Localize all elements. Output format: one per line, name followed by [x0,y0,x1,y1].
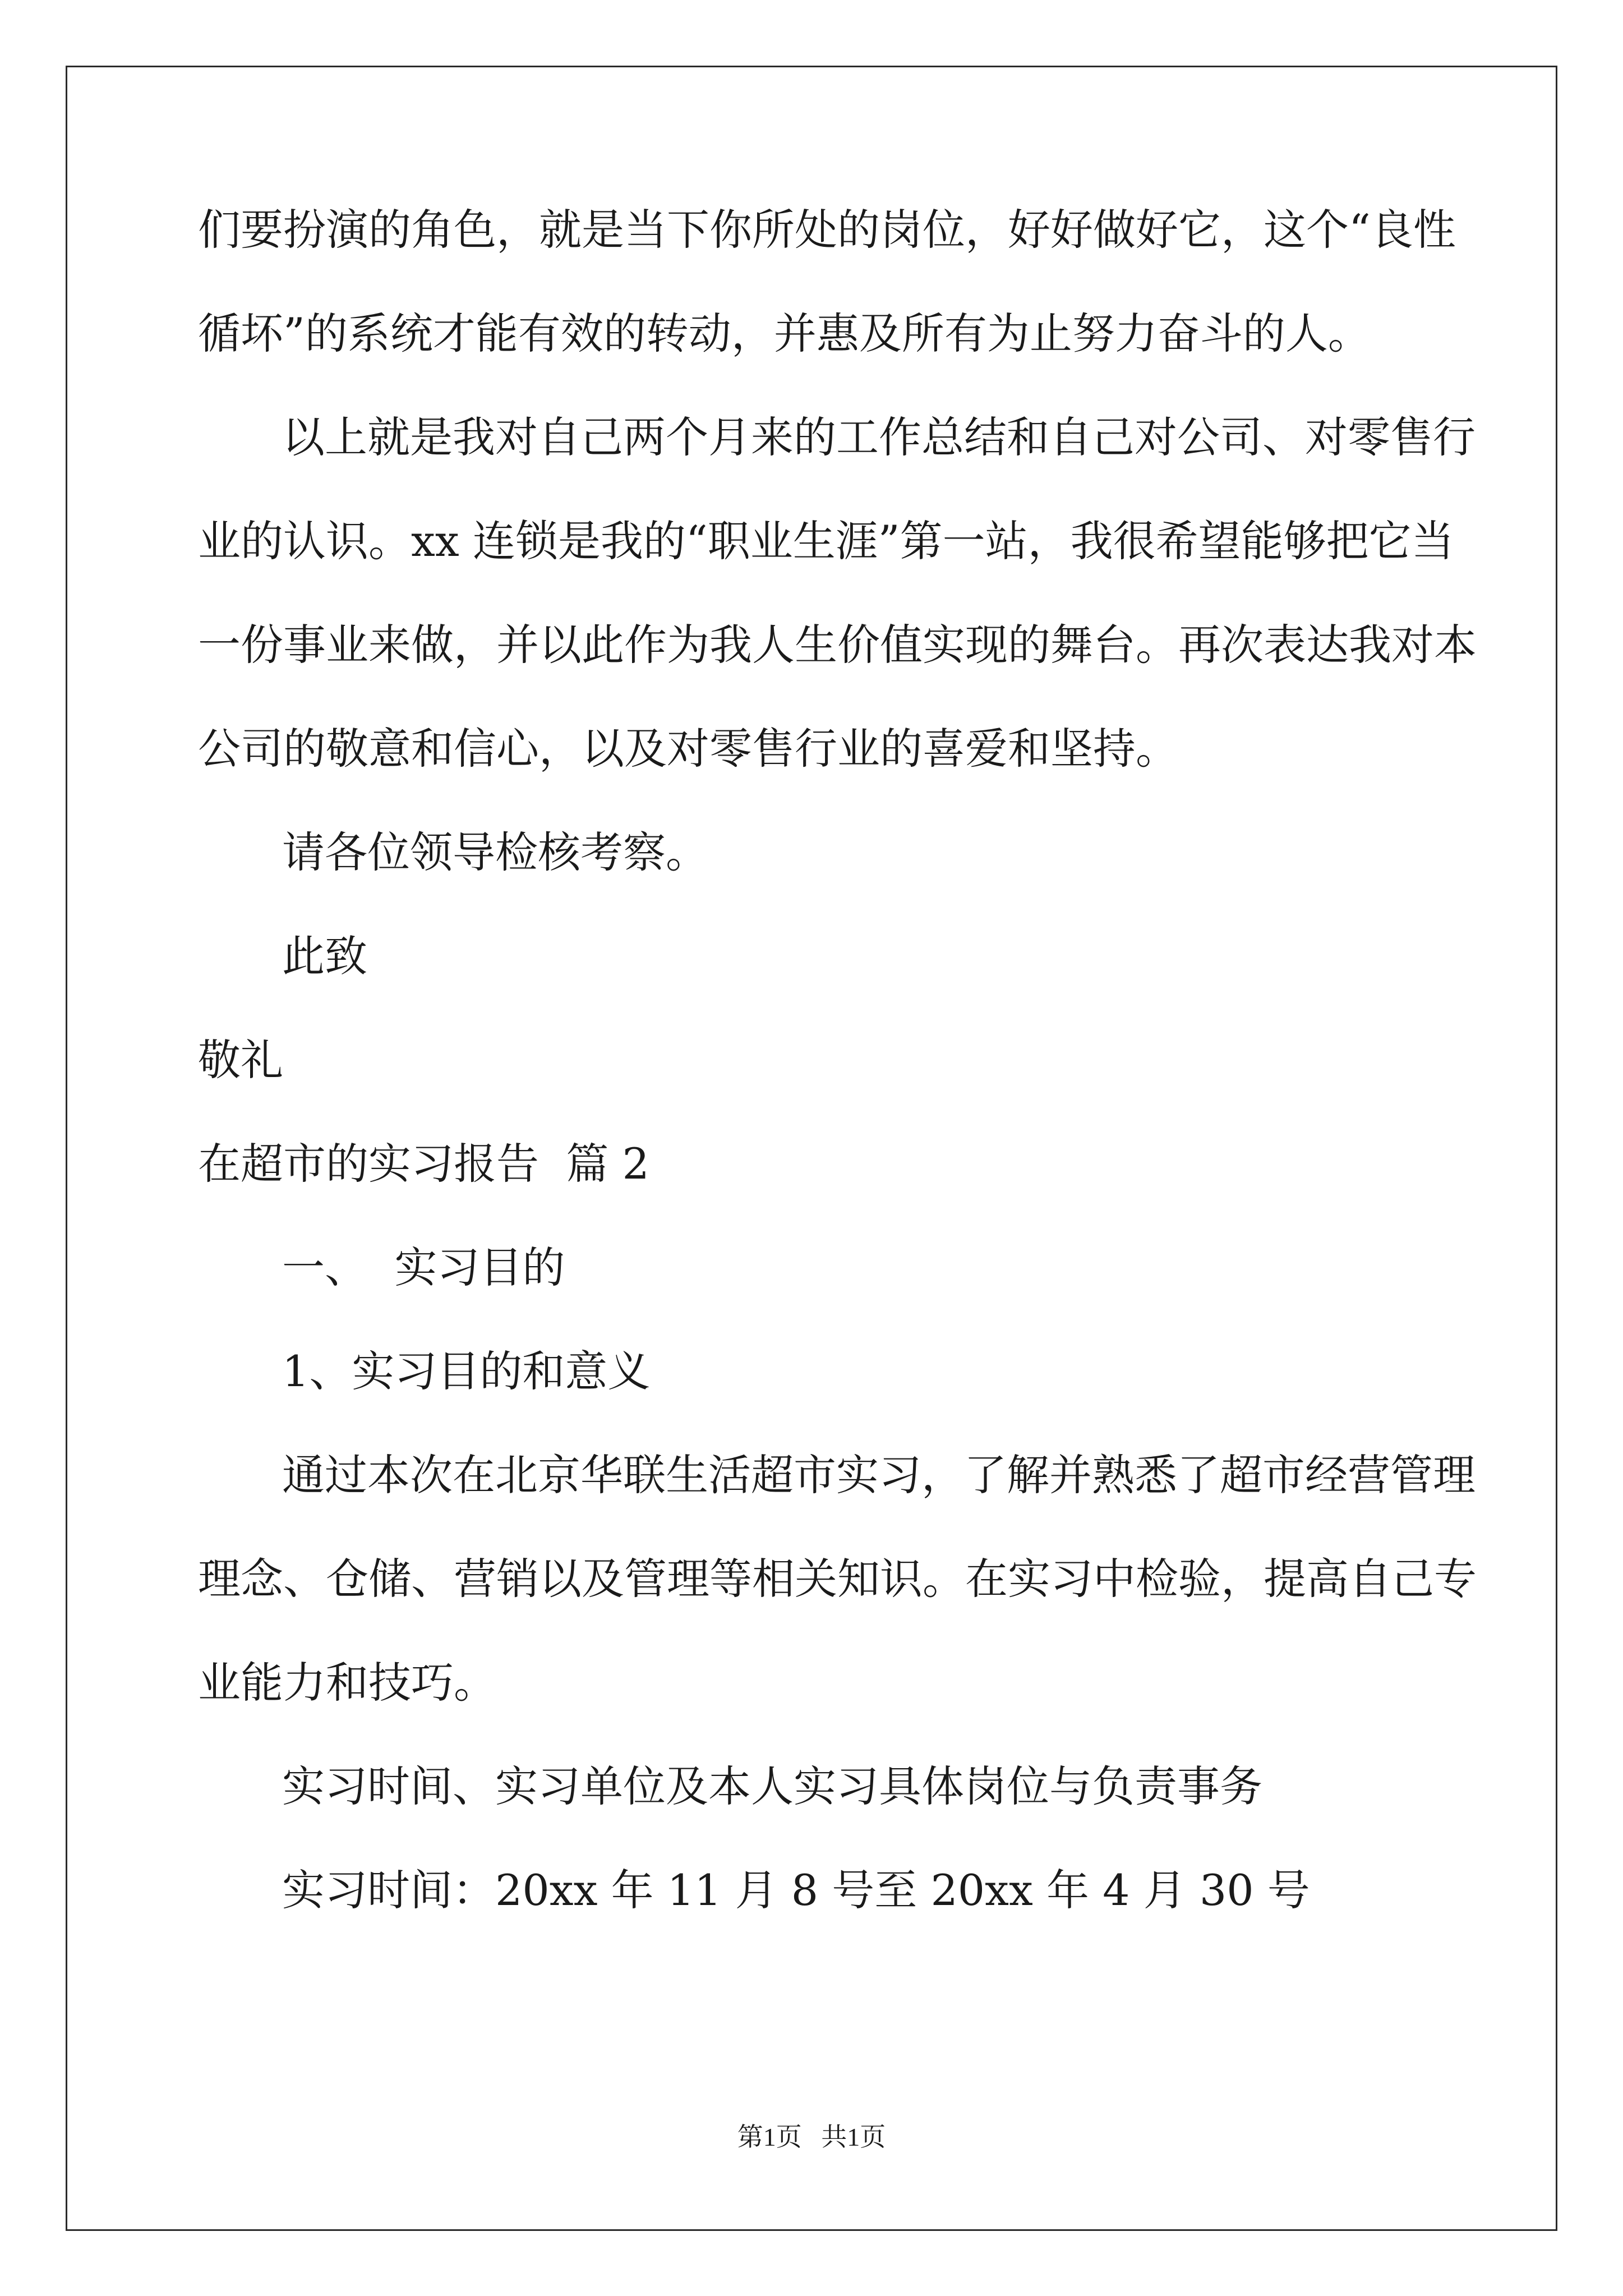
paragraph-start-line: 实习时间、实习单位及本人实习具体岗位与负责事务 [282,1761,1262,1811]
paragraph-start-line: 请各位领导检核考察。 [282,827,708,877]
paragraph-start-line: 通过本次在北京华联生活超市实习，了解并熟悉了超市经营管理 [282,1450,1476,1500]
body-line: 们要扮演的角色，就是当下你所处的岗位，好好做好它，这个“良性 [198,205,1456,255]
page-footer: 第1页 共1页 [737,2123,886,2151]
section-title: 在超市的实习报告 篇 2 [198,1139,649,1189]
body-line: 业的认识。xx 连锁是我的“职业生涯”第一站，我很希望能够把它当 [198,516,1454,566]
paragraph-start-line: 实习时间：20xx 年 11 月 8 号至 20xx 年 4 月 30 号 [282,1865,1310,1915]
body-line: 业能力和技巧。 [198,1658,496,1708]
subsection-heading: 1、实习目的和意义 [282,1346,651,1396]
body-line: 一份事业来做，并以此作为我人生价值实现的舞台。再次表达我对本 [198,620,1477,670]
paragraph-start-line: 以上就是我对自己两个月来的工作总结和自己对公司、对零售行 [282,412,1476,462]
body-line: 理念、仓储、营销以及管理等相关知识。在实习中检验，提高自己专 [198,1554,1477,1604]
salutation-line: 敬礼 [198,1035,283,1085]
closing-line: 此致 [282,931,367,981]
body-line: 循坏”的系统才能有效的转动，并惠及所有为止努力奋斗的人。 [198,309,1371,358]
section-heading: 一、 实习目的 [282,1243,565,1292]
body-line: 公司的敬意和信心，以及对零售行业的喜爱和坚持。 [198,724,1178,774]
